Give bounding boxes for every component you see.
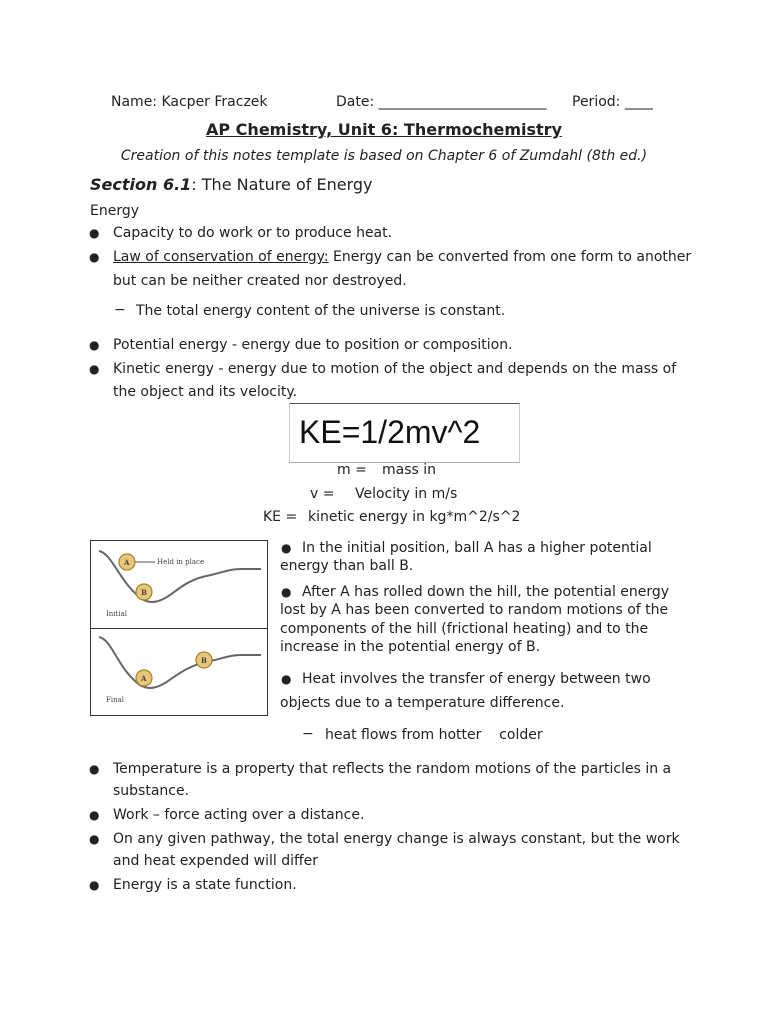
page-title: AP Chemistry, Unit 6: Thermochemistry xyxy=(206,120,562,139)
initial-label: Initial xyxy=(106,610,127,618)
page-subtitle: Creation of this notes template is based on Chapter 6 of Zumdahl (8th ed.) xyxy=(120,148,648,164)
bullet-glyph: ● xyxy=(89,226,100,240)
held-in-place-label: Held in place xyxy=(157,558,205,566)
fig-bullet-2-line-2: lost by A has been converted to random motions of the xyxy=(280,602,669,618)
bullet-pathway: On any given pathway, the total energy change is always constant, but the work xyxy=(113,831,680,847)
ball-b-final-label: B xyxy=(201,656,207,665)
fig-bullet-3-line-2: objects due to a temperature difference. xyxy=(280,695,565,711)
bullet-capacity: Capacity to do work or to produce heat. xyxy=(113,225,393,241)
v-label: v = xyxy=(310,486,335,502)
bullet-kinetic: Kinetic energy - energy due to motion of the object and depends on the mass of xyxy=(113,361,677,377)
bullet-law xyxy=(113,248,691,266)
m-definition: mass in xyxy=(382,462,437,478)
ball-a-final-label: A xyxy=(141,674,147,683)
bullet-glyph: ● xyxy=(89,832,100,846)
fig-bullet-2: After A has rolled down the hill, the potential energy xyxy=(302,584,670,600)
ball-b-initial-label: B xyxy=(141,588,147,597)
section-name: : The Nature of Energy xyxy=(191,175,373,194)
law-label: Law of conservation of energy: xyxy=(113,249,329,265)
law-subpoint: The total energy content of the universe is constant. xyxy=(136,303,506,319)
ke-definition: kinetic energy in kg*m^2/s^2 xyxy=(308,509,521,525)
v-definition: Velocity in m/s xyxy=(355,486,458,502)
bullet-glyph: ● xyxy=(281,672,292,686)
final-label: Final xyxy=(106,696,125,704)
fig-bullet-1-line-2: energy than ball B. xyxy=(280,558,414,574)
pathway-line-2: and heat expended will differ xyxy=(113,853,319,869)
ke-label: KE = xyxy=(263,509,298,525)
ke-formula-box xyxy=(289,403,520,463)
bullet-glyph: ● xyxy=(89,362,100,376)
bullet-glyph: ● xyxy=(89,338,100,352)
ke-formula: KE=1/2mv^2 xyxy=(299,414,481,450)
dash-glyph: − xyxy=(114,302,126,318)
figure-divider xyxy=(91,628,267,629)
kinetic-line-2: the object and its velocity. xyxy=(113,384,298,400)
bullet-state-function: Energy is a state function. xyxy=(113,877,297,893)
period-field: Period: ____ xyxy=(572,94,653,110)
bullet-glyph: ● xyxy=(89,808,100,822)
bullet-glyph: ● xyxy=(281,585,292,599)
energy-heading: Energy xyxy=(90,203,140,219)
law-text: Energy can be converted from one form to another xyxy=(328,249,692,265)
student-name: Name: Kacper Fraczek xyxy=(111,94,268,110)
bullet-temperature: Temperature is a property that reflects the random motions of the particles in a xyxy=(113,761,672,777)
m-label: m = xyxy=(337,462,367,478)
law-line-2: but can be neither created nor destroyed. xyxy=(113,273,407,289)
bullet-glyph: ● xyxy=(89,250,100,264)
bullet-glyph: ● xyxy=(281,541,292,555)
bullet-glyph: ● xyxy=(89,878,100,892)
energy-figure xyxy=(90,540,268,716)
section-number: Section 6.1 xyxy=(90,175,192,194)
bullet-potential: Potential energy - energy due to position or composition. xyxy=(113,337,513,353)
bullet-work: Work – force acting over a distance. xyxy=(113,807,365,823)
fig-bullet-2-line-4: increase in the potential energy of B. xyxy=(280,639,541,655)
dash-glyph: − xyxy=(302,726,314,742)
heat-flow-subpoint: heat flows from hotter colder xyxy=(325,727,543,743)
ball-a-initial-label: A xyxy=(124,558,130,567)
date-field: Date: ________________________ xyxy=(336,94,547,110)
fig-bullet-1: In the initial position, ball A has a higher potential xyxy=(302,540,652,556)
section-heading xyxy=(90,175,372,194)
fig-bullet-3: Heat involves the transfer of energy between two xyxy=(302,671,651,687)
bullet-glyph: ● xyxy=(89,762,100,776)
fig-bullet-2-line-3: components of the hill (frictional heating) and to the xyxy=(280,621,649,637)
hill-curve-final xyxy=(99,637,261,688)
temperature-line-2: substance. xyxy=(113,783,190,799)
